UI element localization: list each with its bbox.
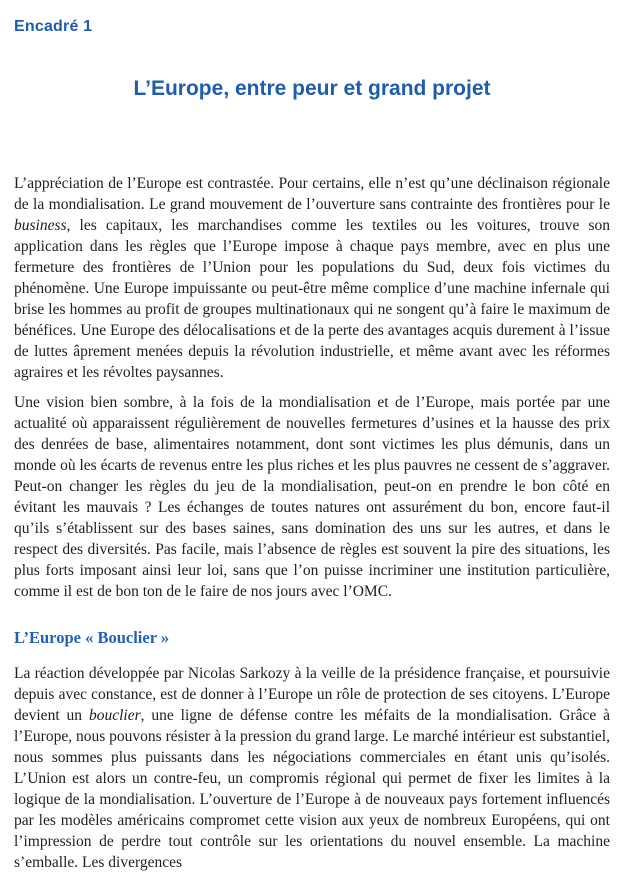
paragraph-1-text-start: L’appréciation de l’Europe est contrastée. Pour certains, elle n’est qu’une déclinaison régionale de la mondialisation. Le grand mouvement de l’ouverture sans contrainte des frontières pour le bbox=[14, 175, 610, 213]
paragraph-3-text-end: , une ligne de défense contre les méfaits de la mondialisation. Grâce à l’Europe, nous pouvons résister à la pression du grand large. Le marché intérieur est substantiel, nous sommes plus puissants dans les négociations commerciales en étant unis qu’isolés. L’Union est alors un contre-feu, un compromis régional qui permet de fixer les limites à la logique de la mondialisation. L’ouverture de l’Europe à de nouveaux pays fortement influencés par les modèles américains compromet cette vision aux yeux de nombreux Européens, qui ont l’impression de perdre tout contrôle sur les orientations du nouvel ensemble. La machine s’emballe. Les divergences bbox=[14, 707, 610, 871]
paragraph-1-text-end: , les capitaux, les marchandises comme les textiles ou les voitures, trouve son application dans les règles que l’Europe impose à chaque pays membre, avec en plus une fermeture des frontières de l’Union pour les populations du Sud, deux fois victimes du phénomène. Une Europe impuissante ou peut-être même complice d’une machine infernale qui brise les hommes au profit de groupes multinationaux qui ne songent qu’à faire le maximum de bénéfices. Une Europe des délocalisations et de la perte des avantages acquis durement à l’issue de luttes âprement menées depuis la révolution industrielle, et même avant avec les réformes agraires et les révoltes paysannes. bbox=[14, 217, 610, 381]
page-title: L’Europe, entre peur et grand projet bbox=[133, 77, 491, 100]
paragraph-2: Une vision bien sombre, à la fois de la mondialisation et de l’Europe, mais portée par une actualité où apparaissent régulièrement de nouvelles fermetures d’usines et la hausse des prix des denrées de base, alimentaires notamment, dont sont victimes les plus démunis, dans un monde où les écarts de revenus entre les plus riches et les plus pauvres ne cessent de s’aggraver. Peut-on changer les règles du jeu de la mondialisation, peut-on en prendre le bon côté en évitant les mauvais ? Les échanges de toutes natures ont assurément du bon, encore faut-il qu’ils s’établissent sur des bases saines, sans domination des uns sur les autres, et dans le respect des diversités. Pas facile, mais l’absence de règles est souvent la pire des situations, les plus forts imposant ainsi leur loi, sans que l’on puisse incriminer une institution particulière, comme il est de bon ton de le faire de nos jours avec l’OMC. bbox=[14, 394, 610, 600]
italic-term-bouclier: bouclier bbox=[88, 707, 141, 724]
box-label: Encadré 1 bbox=[14, 18, 93, 35]
section-heading-europe-bouclier: L’Europe « Bouclier » bbox=[14, 628, 170, 647]
paragraph-3-text-start: La réaction développée par Nicolas Sarkozy à la veille de la présidence française, et poursuivie depuis avec constance, est de donner à l’Europe un rôle de protection de ses citoyens. L’Europe devient un bbox=[14, 665, 610, 724]
paragraph-1 bbox=[14, 173, 610, 383]
paragraph-3 bbox=[14, 663, 610, 873]
italic-term-business: business bbox=[14, 217, 67, 234]
